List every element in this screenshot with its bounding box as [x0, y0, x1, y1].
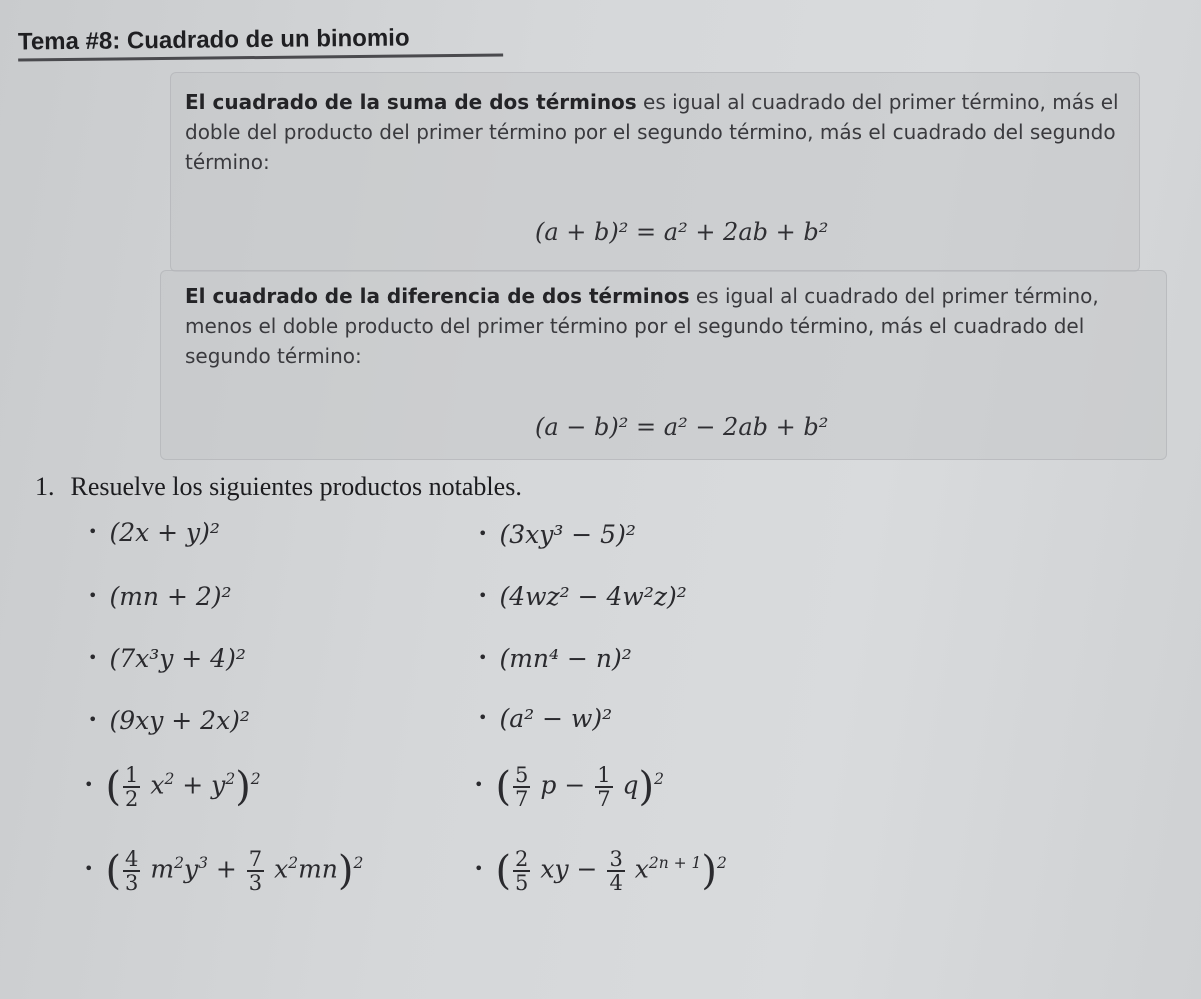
page-title: Tema #8: Cuadrado de un binomio	[18, 23, 503, 61]
exercise-item-10: • ( $\frac{5}{7}$ p − $\frac{1}{7}$ q)$^2$	[474, 763, 665, 811]
exercise-item-1	[88, 518, 220, 547]
fraction: $\frac{2}{5}$	[515, 847, 529, 895]
exercise-item-11: • ( $\frac{4}{3}$ $m^2y^3$ + $\frac{7}{3}$ $x^2mn)^2$	[84, 847, 364, 895]
fraction: $\frac{1}{2}$	[125, 763, 139, 811]
fraction: $\frac{1}{7}$	[597, 763, 611, 811]
item-expression: (4wz² − 4w²z)²	[499, 582, 687, 611]
bullet: •	[478, 524, 488, 543]
item-expression: (mn + 2)²	[109, 582, 232, 611]
bullet: •	[474, 858, 484, 878]
bullet: •	[88, 586, 98, 605]
exercise-item-5	[88, 644, 246, 673]
exercise-item-8	[478, 704, 612, 733]
exercise-item-12: • ( $\frac{2}{5}$ xy − $\frac{3}{4}$ $x^{2n + 1})^2$	[474, 847, 727, 895]
bullet: •	[88, 710, 98, 729]
fraction: $\frac{5}{7}$	[515, 763, 529, 811]
exercise-item-2	[478, 520, 636, 549]
definition-box-difference	[160, 270, 1167, 460]
exercise-item-7	[88, 706, 250, 735]
item-expression: (2x + y)²	[109, 518, 220, 547]
definition-diff-text	[185, 281, 1155, 371]
bullet: •	[478, 648, 488, 667]
item-expression: (7x³y + 4)²	[109, 644, 246, 673]
bullet: •	[88, 522, 98, 541]
bullet: •	[478, 708, 488, 727]
fraction: $\frac{7}{3}$	[248, 847, 263, 895]
definition-sum-text	[185, 87, 1130, 177]
exercise-item-9: • ( $\frac{1}{2}$ $x^2 + y^2)^2$	[84, 763, 261, 811]
definition-diff-rest: es igual al cuadrado del primer término, menos el doble producto del primer término por el segundo término, más el cuadrado del segundo término:	[185, 284, 1099, 368]
exercise-item-3	[88, 582, 232, 611]
exercise-item-4	[478, 582, 687, 611]
exercise-instruction	[35, 472, 522, 502]
bullet: •	[88, 648, 98, 667]
fraction: $\frac{4}{3}$	[125, 847, 139, 895]
item-expression: (3xy³ − 5)²	[499, 520, 636, 549]
formula-sum: (a + b)² = a² + 2ab + b²	[535, 218, 829, 246]
item-expression: (mn⁴ − n)²	[499, 644, 632, 673]
item-expression: (a² − w)²	[499, 704, 613, 733]
exercise-text: Resuelve los siguientes productos notables.	[70, 472, 522, 501]
bullet: •	[84, 858, 94, 878]
fraction: $\frac{3}{4}$	[609, 847, 623, 895]
bullet: •	[478, 586, 488, 605]
exercise-item-6	[478, 644, 632, 673]
definition-box-sum	[170, 72, 1140, 272]
definition-diff-bold: El cuadrado de la diferencia de dos términos	[185, 284, 690, 308]
formula-difference: (a − b)² = a² − 2ab + b²	[535, 413, 829, 441]
bullet: •	[84, 774, 94, 794]
definition-sum-rest: es igual al cuadrado del primer término, más el doble del producto del primer término por el segundo término, más el cuadrado del segundo término:	[185, 90, 1119, 174]
definition-sum-bold: El cuadrado de la suma de dos términos	[185, 90, 637, 114]
bullet: •	[474, 774, 484, 794]
item-expression: (9xy + 2x)²	[109, 706, 250, 735]
exercise-number: 1.	[35, 472, 55, 501]
